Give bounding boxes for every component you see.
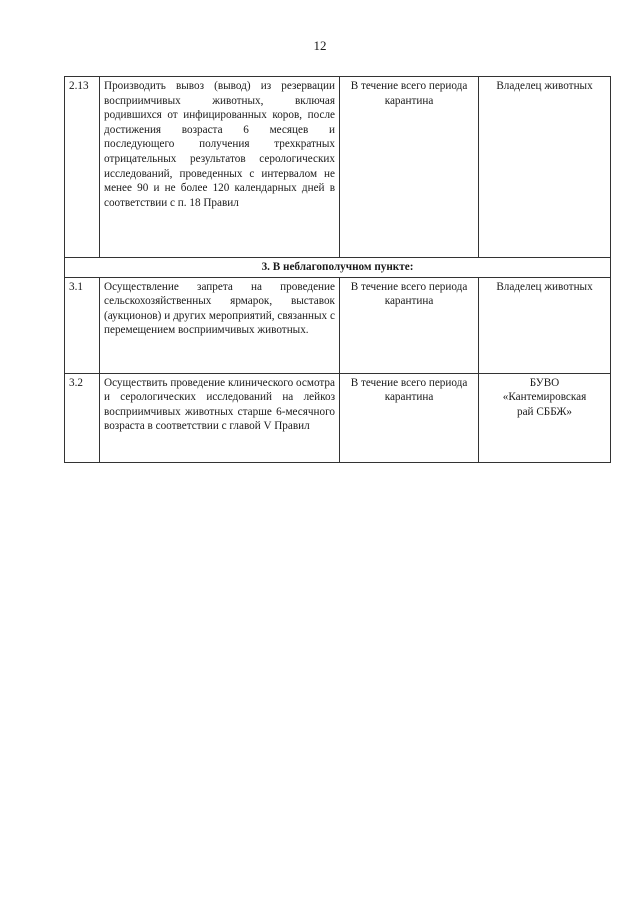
measures-table xyxy=(64,76,611,463)
responsible-text: Владелец животных xyxy=(479,277,611,373)
responsible-line: рай СББЖ» xyxy=(517,405,572,418)
section-title: 3. В неблагополучном пункте: xyxy=(65,258,611,278)
table-row xyxy=(65,277,611,373)
table-row xyxy=(65,373,611,462)
responsible-text xyxy=(479,373,611,462)
action-text: Производить вывоз (вывод) из резервации восприимчивых животных, включая родившихся от инфицированных коров, после достижения возраста 6 месяцев и последующего получения трехкратных отрицательных результатов серологических исследований, проведенных с интервалом не менее 90 и не более 120 календарных дней в соответствии с п. 18 Правил xyxy=(100,77,340,258)
term-text: В течение всего периода карантина xyxy=(340,277,479,373)
action-text: Осуществить проведение клинического осмотра и серологических исследований на лейкоз восприимчивых животных старше 6-месячного возраста в соответствии с главой V Правил xyxy=(100,373,340,462)
responsible-line: «Кантемировская xyxy=(502,391,587,404)
row-number: 3.1 xyxy=(65,277,100,373)
term-text: В течение всего периода карантина xyxy=(340,373,479,462)
row-number: 2.13 xyxy=(65,77,100,258)
responsible-text: Владелец животных xyxy=(479,77,611,258)
page-number: 12 xyxy=(313,38,327,53)
table-row xyxy=(65,77,611,258)
term-text: В течение всего периода карантина xyxy=(340,77,479,258)
action-text: Осуществление запрета на проведение сельскохозяйственных ярмарок, выставок (аукционов) и других мероприятий, связанных с перемещением восприимчивых животных. xyxy=(100,277,340,373)
section-header-row xyxy=(65,258,611,278)
responsible-line: БУВО xyxy=(529,376,560,389)
row-number: 3.2 xyxy=(65,373,100,462)
